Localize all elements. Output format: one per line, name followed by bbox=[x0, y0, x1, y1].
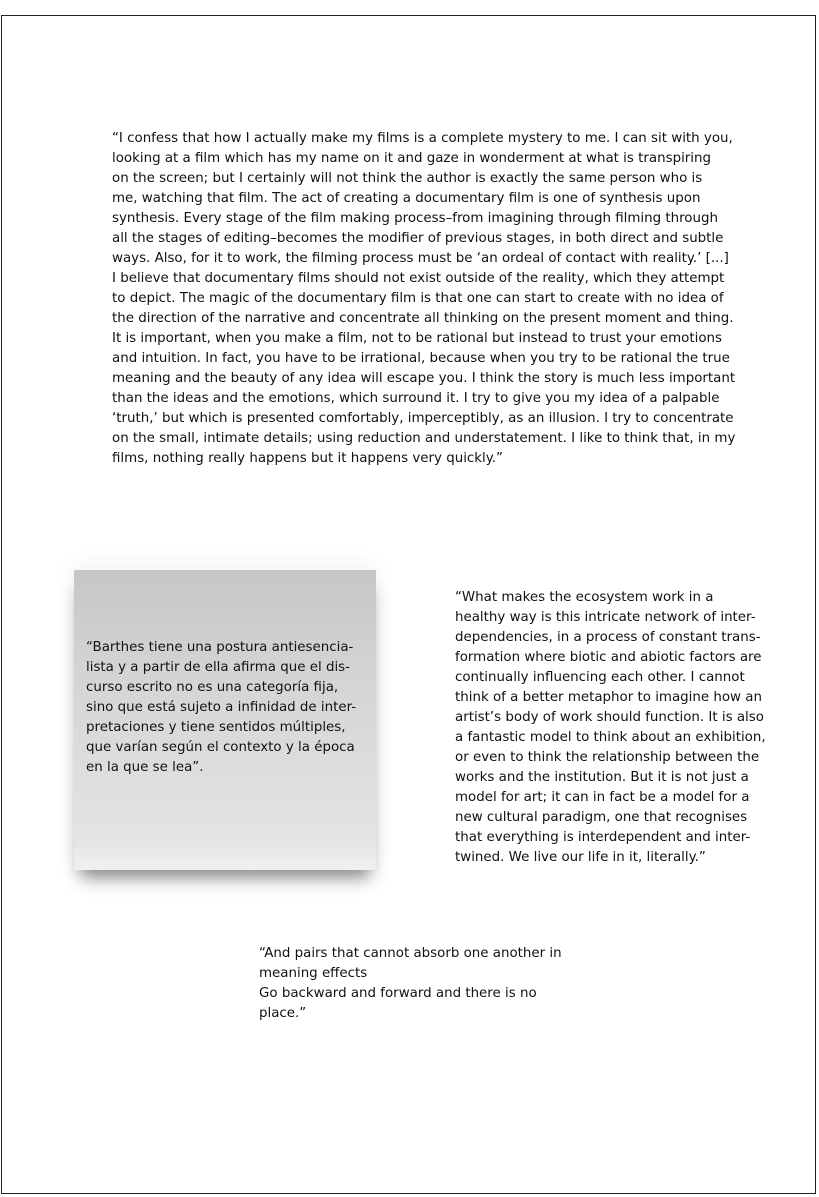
film-quote-line: synthesis. Every stage of the film making process–from imagining through filming through bbox=[112, 211, 718, 226]
film-quote-line: on the screen; but I certainly will not think the author is exactly the same person who is bbox=[112, 171, 703, 186]
film-quote bbox=[112, 129, 744, 469]
ecosystem-quote-line: works and the institution. But it is not just a bbox=[455, 770, 749, 785]
pairs-quote-line: meaning effects bbox=[259, 966, 368, 981]
ecosystem-quote-line: model for art; it can in fact be a model for a bbox=[455, 790, 750, 805]
ecosystem-quote-line: continually influencing each other. I cannot bbox=[455, 670, 745, 685]
barthes-quote bbox=[86, 638, 369, 778]
ecosystem-quote-line: a fantastic model to think about an exhibition, bbox=[455, 730, 766, 745]
barthes-quote-line: que varían según el contexto y la época bbox=[86, 740, 355, 755]
film-quote-line: I believe that documentary films should not exist outside of the reality, which they attempt bbox=[112, 271, 725, 286]
film-quote-line: looking at a film which has my name on it and gaze in wonderment at what is transpiring bbox=[112, 151, 711, 166]
film-quote-line: meaning and the beauty of any idea will escape you. I think the story is much less important bbox=[112, 371, 736, 386]
barthes-quote-line: sino que está sujeto a infinidad de inter- bbox=[86, 700, 357, 715]
film-quote-line: films, nothing really happens but it happens very quickly.” bbox=[112, 451, 503, 466]
film-quote-line: me, watching that film. The act of creating a documentary film is one of synthesis upon bbox=[112, 191, 701, 206]
barthes-quote-line: en la que se lea”. bbox=[86, 760, 204, 775]
film-quote-line: It is important, when you make a film, not to be rational but instead to trust your emotions bbox=[112, 331, 722, 346]
film-quote-line: ways. Also, for it to work, the filming process must be ‘an ordeal of contact with reality.’ [...] bbox=[112, 251, 729, 266]
pairs-quote-line: “And pairs that cannot absorb one another in bbox=[259, 946, 562, 961]
ecosystem-quote-line: think of a better metaphor to imagine how an bbox=[455, 690, 762, 705]
barthes-quote-line: pretaciones y tiene sentidos múltiples, bbox=[86, 720, 346, 735]
pairs-quote-line: place.” bbox=[259, 1006, 307, 1021]
film-quote-line: “I confess that how I actually make my films is a complete mystery to me. I can sit with you, bbox=[112, 131, 733, 146]
film-quote-line: all the stages of editing–becomes the modifier of previous stages, in both direct and subtle bbox=[112, 231, 724, 246]
sticky-note bbox=[74, 570, 376, 870]
ecosystem-quote-line: formation where biotic and abiotic factors are bbox=[455, 650, 762, 665]
ecosystem-quote bbox=[455, 588, 771, 868]
pairs-quote-line: Go backward and forward and there is no bbox=[259, 986, 537, 1001]
barthes-quote-line: “Barthes tiene una postura antiesencia- bbox=[86, 640, 354, 655]
barthes-quote-line: lista y a partir de ella afirma que el dis- bbox=[86, 660, 350, 675]
ecosystem-quote-line: healthy way is this intricate network of inter- bbox=[455, 610, 756, 625]
sticky-note-curl bbox=[74, 842, 376, 870]
pairs-quote bbox=[259, 944, 581, 1024]
film-quote-line: to depict. The magic of the documentary film is that one can start to create with no idea of bbox=[112, 291, 724, 306]
ecosystem-quote-line: twined. We live our life in it, literally.” bbox=[455, 850, 706, 865]
ecosystem-quote-line: dependencies, in a process of constant trans- bbox=[455, 630, 761, 645]
film-quote-line: ‘truth,’ but which is presented comfortably, imperceptibly, as an illusion. I try to concentrate bbox=[112, 411, 734, 426]
ecosystem-quote-line: that everything is interdependent and inter- bbox=[455, 830, 751, 845]
ecosystem-quote-line: new cultural paradigm, one that recognises bbox=[455, 810, 748, 825]
film-quote-line: the direction of the narrative and concentrate all thinking on the present moment and thing. bbox=[112, 311, 734, 326]
film-quote-line: on the small, intimate details; using reduction and understatement. I like to think that, in my bbox=[112, 431, 736, 446]
film-quote-line: and intuition. In fact, you have to be irrational, because when you try to be rational the true bbox=[112, 351, 730, 366]
ecosystem-quote-line: “What makes the ecosystem work in a bbox=[455, 590, 714, 605]
film-quote-line: than the ideas and the emotions, which surround it. I try to give you my idea of a palpable bbox=[112, 391, 720, 406]
ecosystem-quote-line: or even to think the relationship between the bbox=[455, 750, 760, 765]
ecosystem-quote-line: artist’s body of work should function. It is also bbox=[455, 710, 764, 725]
barthes-quote-line: curso escrito no es una categoría fija, bbox=[86, 680, 339, 695]
